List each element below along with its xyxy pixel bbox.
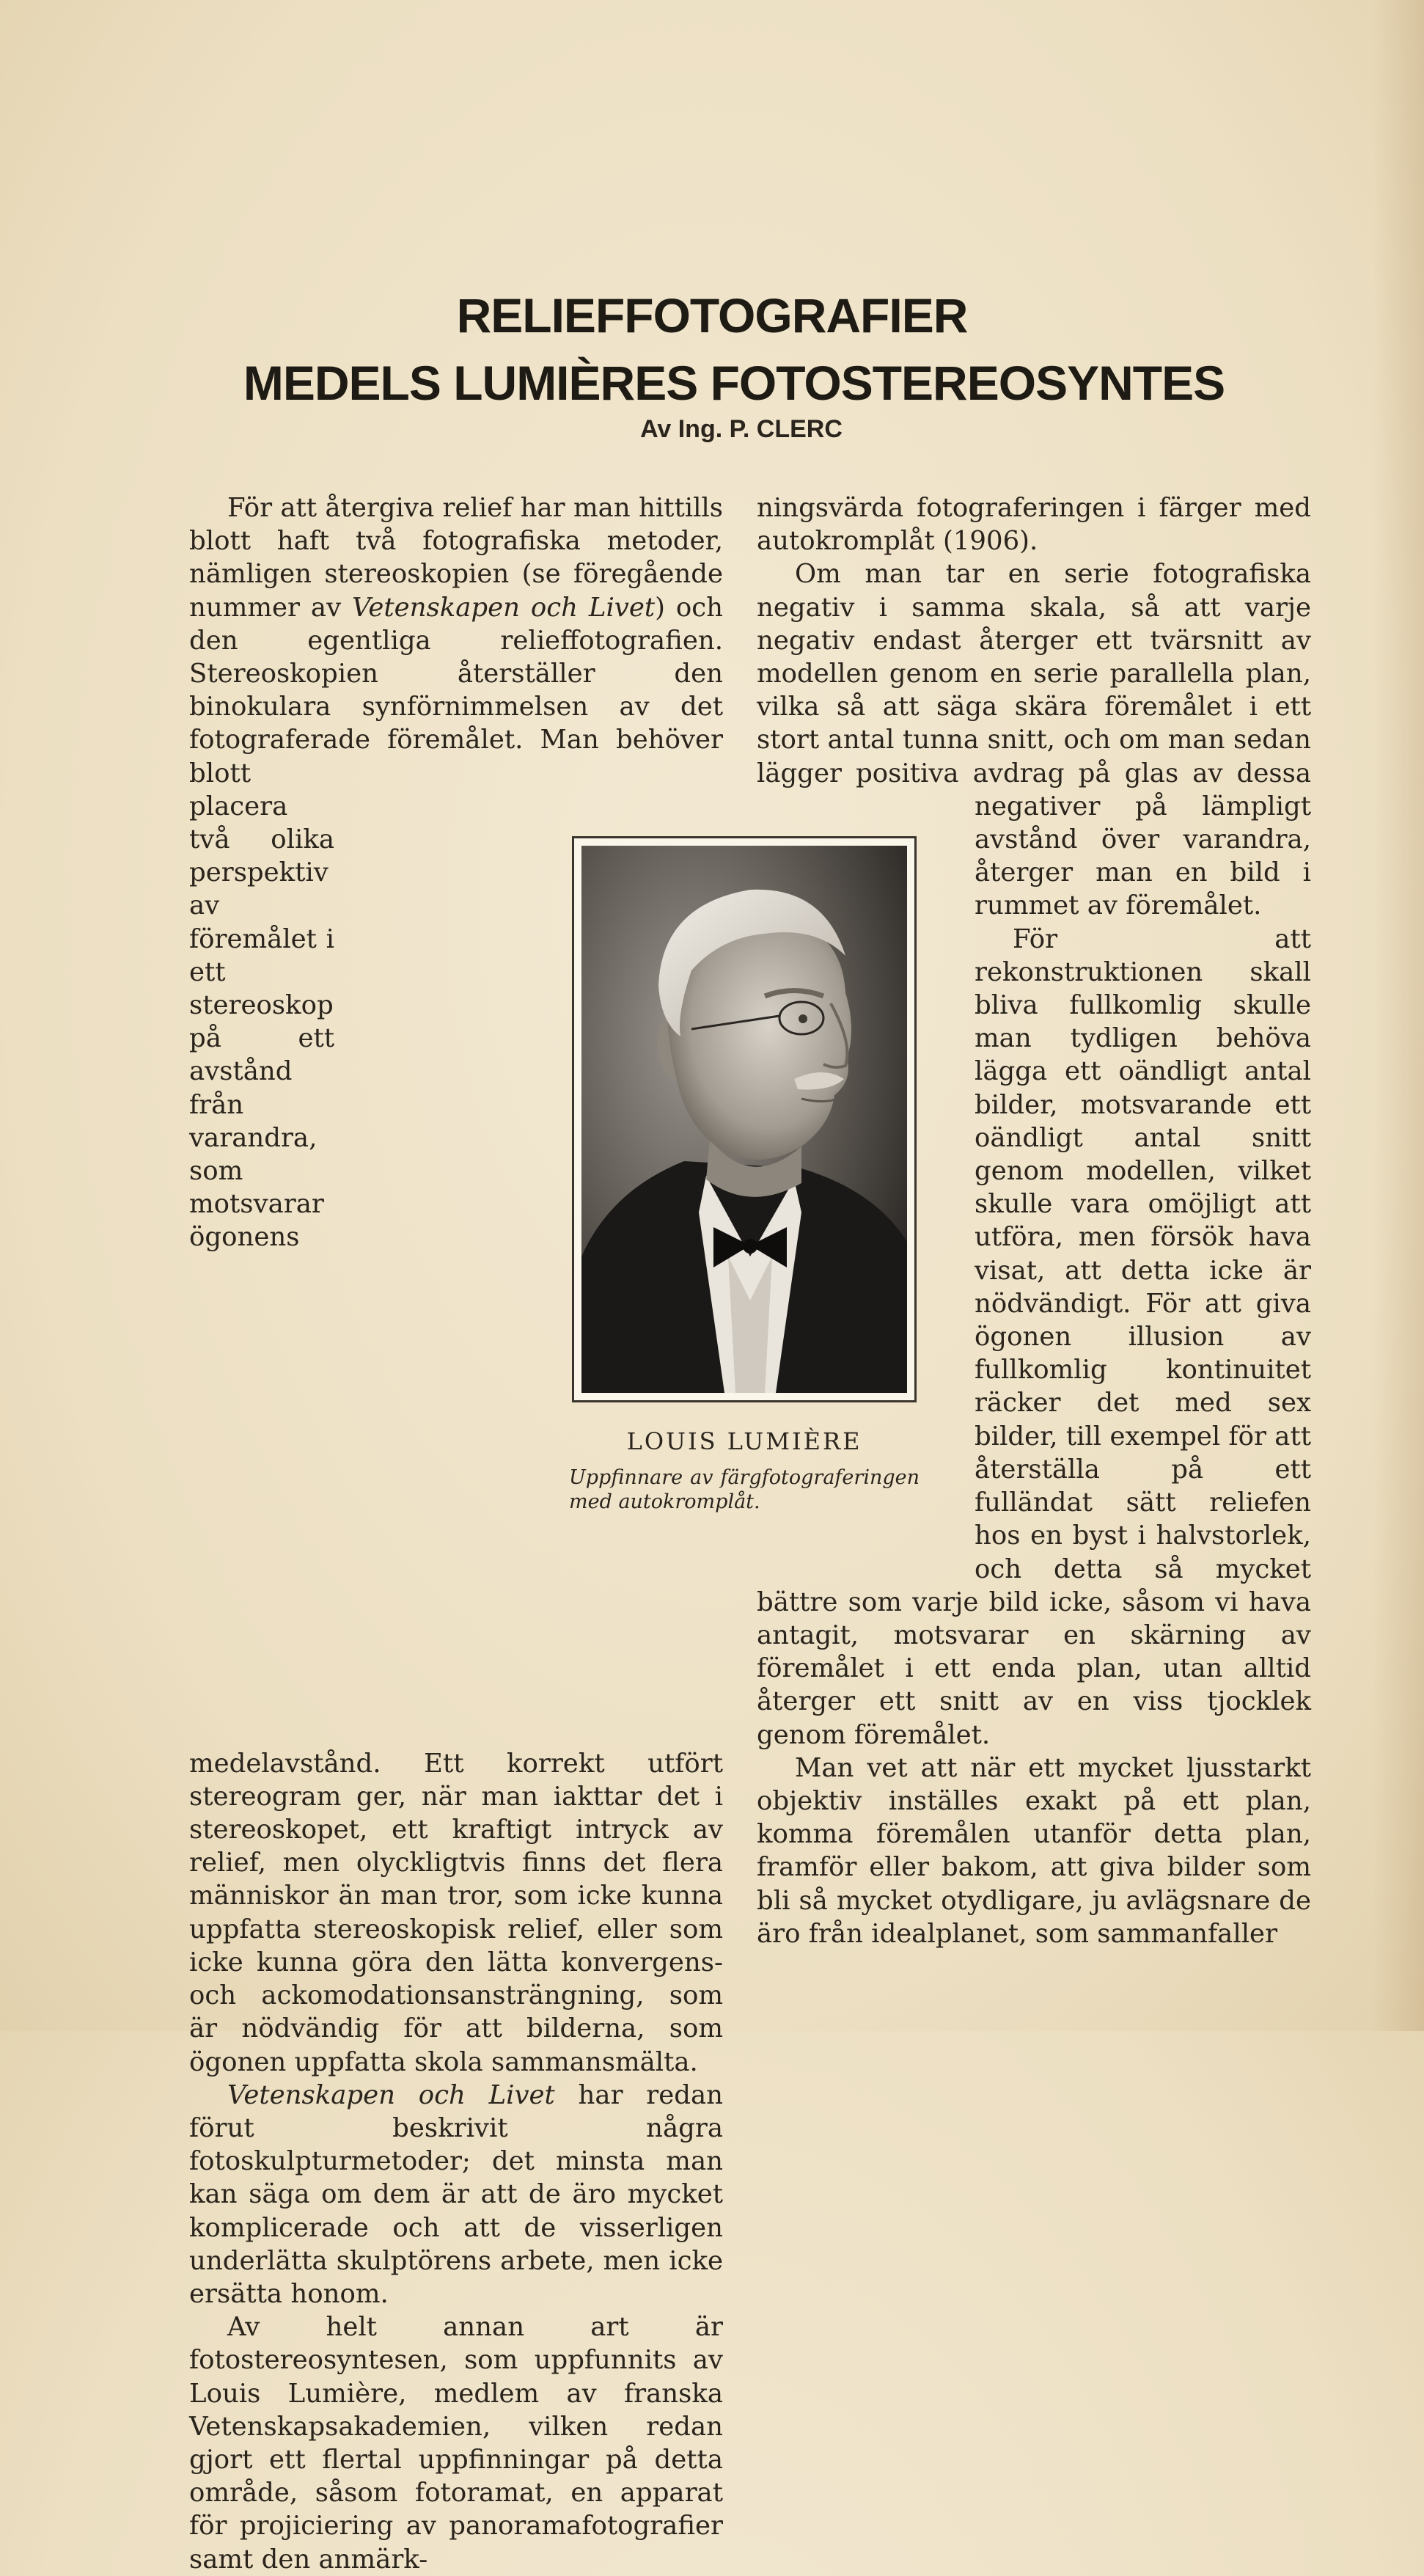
paragraph: Man vet att när ett mycket ljusstarkt objektiv inställes exakt på ett plan, komma föremålen utanför detta plan, framför eller bakom, att giva bilder som bli så mycket otydligare, ju avlägsnare de äro från idealplanet, som sammanfaller xyxy=(757,1752,1311,1949)
figure-caption-subtitle: Uppfinnare av färgfotograferingen med autokromplåt. xyxy=(569,1466,920,1513)
paragraph: För att rekonstruktionen skall bliva fullkomlig skulle man tydligen behöva lägga ett oändligt antal bilder, motsvarande ett oändligt antal snitt genom modellen, vilket skulle vara omöjligt att utföra, men försök hava visat, att detta icke är nödvändigt. För att giva ögonen illusion av fullkomlig kontinuitet räcker det med sex bilder, till exempel för att återställa på ett fulländat sätt reliefen hos en byst i halvstorlek, och detta så mycket bättre som varje bild icke, såsom vi hava antagit, motsvarar en skärning av föremålet i ett enda plan, utan alltid återger ett snitt av en viss tjocklek genom föremålet. xyxy=(757,923,1311,1750)
portrait-photo-icon xyxy=(581,846,907,1393)
paragraph: Om man tar en serie fotografiska negativ i samma skala, så att varje negativ endast återger ett tvärsnitt av modellen genom en serie parallella plan, vilka så att säga skära föremålet i ett stort antal tunna snitt, och om man sedan lägger positiva avdrag på glas av dessa negativer på lämpligt avstånd över varandra, återger man en bild i rummet av föremålet. xyxy=(757,559,1311,921)
paragraph: För att återgiva relief har man hittills blott haft två fotografiska metoder, nämligen stereoskopien (se föregående nummer av Vetenskapen och Livet) och den egentliga relieffotografien. Stereoskopien återställer den binokulara synförnimmelsen av det fotograferade föremålet. Man behöver blott placera två olika perspektiv av föremålet i ett stereoskop på ett avstånd från varandra, som motsvarar ögonens medelavstånd. Ett korrekt utfört stereogram ger, när man iakttar det i stereoskopet, ett kraftigt intryck av relief, men olyckligtvis finns det flera människor än man tror, som icke kunna uppfatta stereoskopisk relief, eller som icke kunna göra den lätta konvergens- och ackomodationsansträngning, som är nödvändig för att bilderna, som ögonen uppfatta skola sammansmälta. xyxy=(189,493,723,2077)
paragraph: ningsvärda fotograferingen i färger med autokromplåt (1906). xyxy=(757,493,1311,557)
article-title-line-2: MEDELS LUMIÈRES FOTOSTEREOSYNTES xyxy=(243,356,1225,410)
left-text-column xyxy=(189,491,723,2576)
paragraph: Vetenskapen och Livet har redan förut beskrivit några fotoskulpturmetoder; det minsta man kan säga om dem är att de äro mycket komplicerade och att de visserligen underlätta skulptörens arbete, men icke ersätta honom. xyxy=(189,2079,723,2309)
paragraph: Av helt annan art är fotostereosyntesen, som uppfunnits av Louis Lumière, medlem av franska Vetenskapsakademien, vilken redan gjort ett flertal uppfinningar på detta område, såsom fotoramat, en apparat för projiciering av panoramafotografier samt den anmärk- xyxy=(189,2312,723,2575)
figure-caption-name: LOUIS LUMIÈRE xyxy=(626,1427,862,1455)
portrait-figure xyxy=(572,836,917,1402)
journal-title: Vetenskapen och Livet xyxy=(227,2079,555,2110)
journal-title: Vetenskapen och Livet xyxy=(352,592,656,623)
article-byline: Av Ing. P. CLERC xyxy=(640,415,843,443)
article-title-line-1: RELIEFFOTOGRAFIER xyxy=(456,288,968,343)
